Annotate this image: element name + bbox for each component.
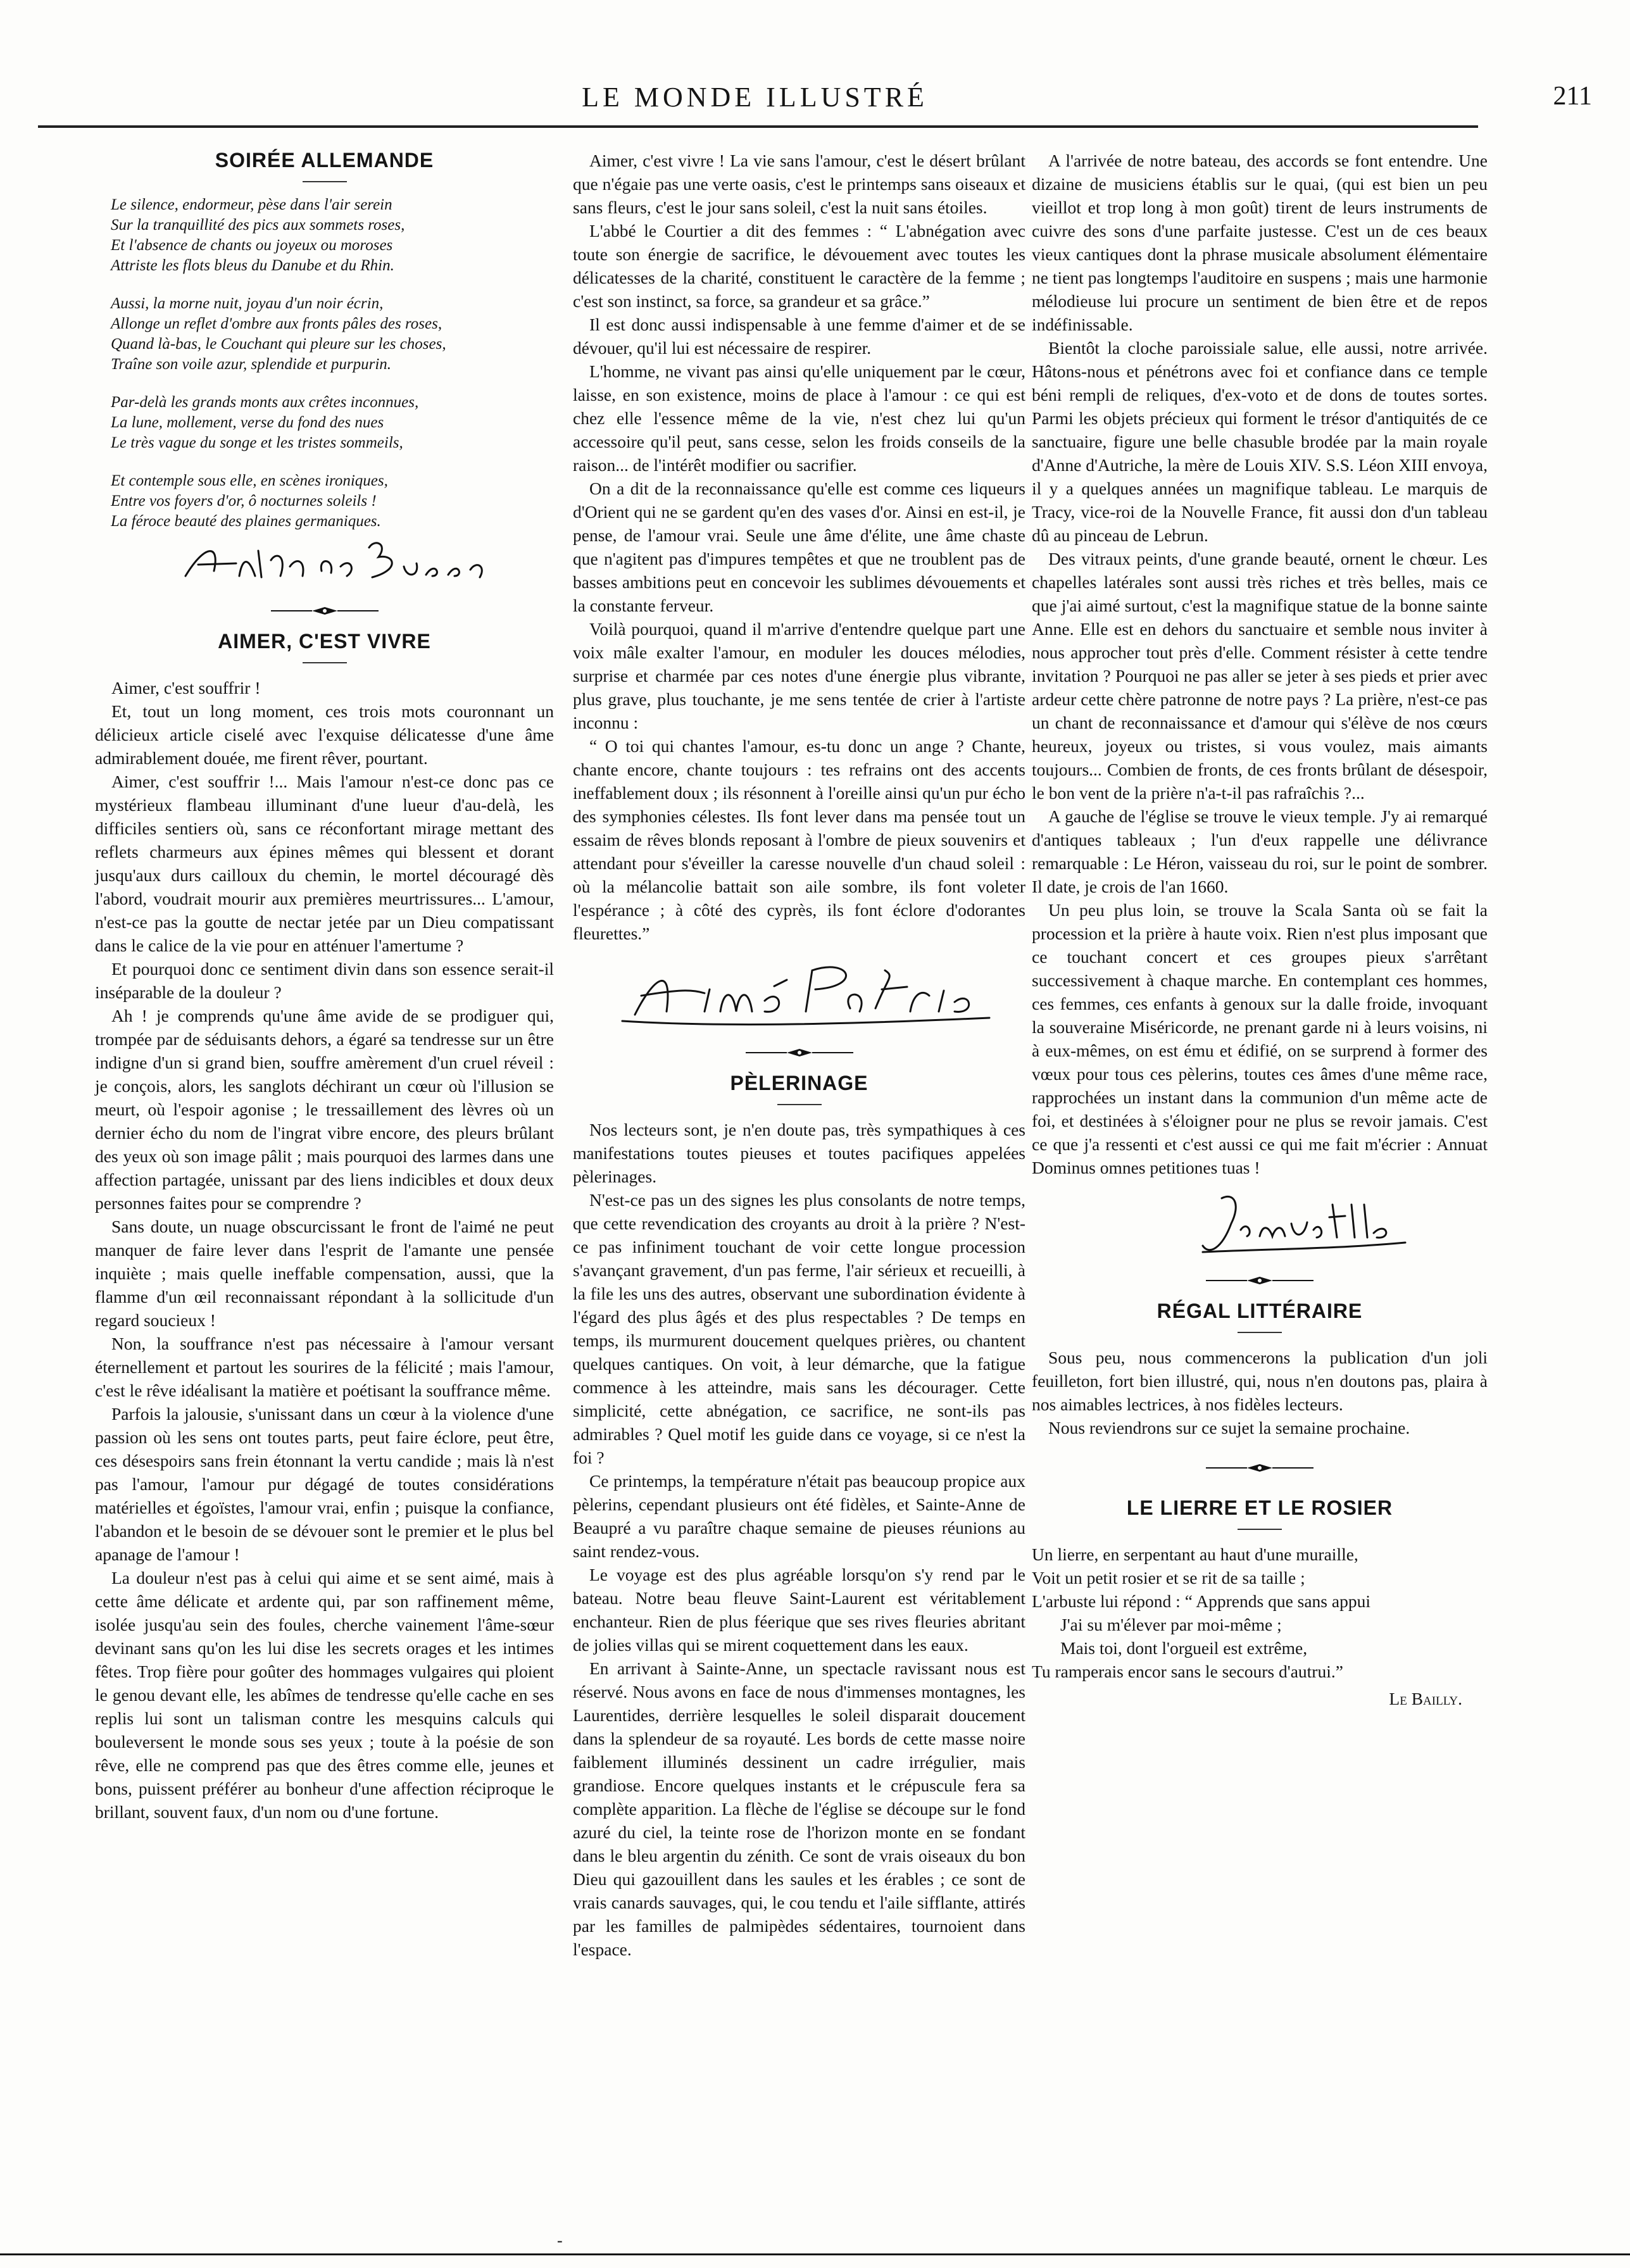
regal-title: RÉGAL LITTÉRAIRE — [1157, 1300, 1363, 1322]
ornament-divider — [573, 1046, 1025, 1059]
poem-line: La féroce beauté des plaines germaniques. — [111, 513, 381, 530]
poem-line: Allonge un reflet d'ombre aux fronts pâles des roses, — [111, 315, 442, 332]
paragraph: Parfois la jalousie, s'unissant dans un cœur à la violence d'une passion où les sens ont toutes parts, peut faire éclore, peut être, ces désespoirs sans frein étonnant la vertu candide ; mais là n'est pas l'amour, l'amour pur dégagé de toutes considérations matérielles et égoïstes, l'amour vrai, enfin ; puisque la confiance, l'abandon et le besoin de se dévouer sont le premier et le plus bel apanage de l'amour ! — [95, 1404, 554, 1564]
paragraph: Aimer, c'est vivre ! La vie sans l'amour, c'est le désert brûlant que n'égaie pas une verte oasis, c'est le printemps sans oiseaux et sans fleurs, c'est le jour sans soleil, c'est la nuit sans étoiles. — [573, 151, 1025, 217]
handwritten-signature-image — [160, 532, 489, 592]
signature-jeanneville — [1032, 1186, 1488, 1262]
poem-line: Attriste les flots bleus du Danube et du Rhin. — [111, 257, 394, 274]
handwritten-signature-image — [1196, 1186, 1424, 1262]
signature-bussieres — [95, 532, 554, 592]
poem-line: Et contemple sous elle, en scènes ironiques, — [111, 472, 388, 489]
pelerinage-title: PÈLERINAGE — [730, 1072, 868, 1094]
paragraph: Ah ! je comprends qu'une âme avide de se prodiguer qui, trompée par de séduisants dehors, a égaré sa tendresse sur un être indigne d'un si grand bien, souffre amèrement d'un cruel réveil : je conçois, alors, les sanglots déchirant un cœur où l'illusion se meurt, où l'espoir agonise ; le tressaillement des lèvres où un dernier écho du nom de l'ingrat vibre encore, des pleurs brûlant des yeux où son image pâlit ; mais pourquoi des larmes dans une affection partagée, unissant par des liens indicibles et doux deux personnes faites pour se comprendre ? — [95, 1006, 554, 1213]
paragraph: Un peu plus loin, se trouve la Scala Santa où se fait la procession et la prière à haute voix. Rien n'est plus imposant que ce touchant concert et ces groupes pieux s'arrêtant successivement à chaque marche. En contemplant ces hommes, ces femmes, ces enfants à genoux sur la dalle froide, invoquant la souveraine Miséricorde, ne prenant garde ni à leurs voisins, ni à eux-mêmes, on est ému et édifié, on se surprend à former des vœux pour tous ces pèlerins, toutes ces âmes d'une même race, rapprochées un instant dans la communion d'un même acte de foi, et destinées à s'éloigner pour ne plus se revoir jamais. C'est ce que j'a ressenti et c'est aussi ce qui me fait m'écrier : Annuat Dominus omnes petitiones tuas ! — [1032, 900, 1488, 1177]
paragraph: Voilà pourquoi, quand il m'arrive d'entendre quelque part une voix mâle exalter l'amour, en moduler les douces mélodies, surprise et charmée par ces notes d'une énergie plus vibrante, plus grave, plus touchante, je me sens tentée de crier à l'artiste inconnu : — [573, 619, 1025, 732]
lierre-credit: Le Bailly. — [1389, 1689, 1462, 1708]
bottom-rule — [0, 2253, 1630, 2255]
paragraph: Et, tout un long moment, ces trois mots couronnant un délicieux article ciselé avec l'exquise délicatesse d'une âme admirablement douée, me firent rêver, pourtant. — [95, 701, 554, 768]
title-underline — [1238, 1332, 1282, 1333]
ornament-divider — [1032, 1274, 1488, 1287]
stanza — [111, 294, 554, 375]
soiree-title: SOIRÉE ALLEMANDE — [215, 149, 434, 172]
poem-line: J'ai su m'élever par moi-même ; — [1060, 1615, 1282, 1634]
paragraph: Sans doute, un nuage obscurcissant le front de l'aimé ne peut manquer de faire lever dans l'esprit de l'amante une pensée inquiète ; mais quelle ineffable compensation, aussi, que la flamme d'un œil reconnaissant répondant à la sollicitude d'un regard soucieux ! — [95, 1217, 554, 1330]
poem-line: Aussi, la morne nuit, joyau d'un noir écrin, — [111, 295, 384, 312]
masthead: LE MONDE ILLUSTRÉ — [582, 82, 928, 113]
paragraph: En arrivant à Sainte-Anne, un spectacle ravissant nous est réservé. Nous avons en face de nous d'immenses montagnes, les Laurentides, derrière lesquelles le soleil disparait doucement dans la splendeur de sa royauté. Les bords de cette masse noire faiblement illuminés dessinent un cadre irrégulier, mais grandiose. Encore quelques instants et le crépuscule fera sa complète apparition. La flèche de l'église se découpe sur le fond azuré du ciel, la teinte rose de l'horizon monte en se fondant dans le bleu argentin du zénith. Ce sont de vrais oiseaux du bon Dieu qui gazouillent dans les saules et les érables ; ce sont de vrais canards sauvages, qui, le cou tendu et l'aile sifflante, attirés par les familles de palmipèdes sédentaires, tournoient dans l'espace. — [573, 1658, 1025, 1959]
page-number: 211 — [1553, 82, 1592, 111]
paragraph: Aimer, c'est souffrir !... Mais l'amour n'est-ce donc pas ce mystérieux flambeau illuminant d'une lueur d'au-delà, les difficiles sentiers où, sans ce réconfortant mirage mettant des reflets charmeurs aux épines mêmes qui blessent et dorant jusqu'aux durs cailloux du chemin, le mortel découragé dès l'abord, voudrait mourir aux premières meurtrissures... L'amour, n'est-ce pas la goutte de nectar jetée par un Dieu compatissant dans le calice de la vie pour en atténuer l'amertume ? — [95, 772, 554, 955]
ornament-icon — [743, 1046, 856, 1059]
paragraph: Nos lecteurs sont, je n'en doute pas, très sympathiques à ces manifestations toutes pieuses et toutes pacifiques appelées pèlerinages. — [573, 1120, 1025, 1186]
handwritten-signature-image — [597, 951, 1002, 1034]
poem-line: Et l'absence de chants ou joyeux ou moroses — [111, 237, 393, 254]
ornament-icon — [1203, 1274, 1317, 1287]
paragraph: Sous peu, nous commencerons la publication d'un joli feuilleton, fort bien illustré, qui, nous n'en doutons pas, plaira à nos aimables lectrices, à nos fidèles lecteurs. — [1032, 1348, 1488, 1414]
paragraph: La douleur n'est pas à celui qui aime et se sent aimé, mais à cette âme délicate et ardente qui, par son raffinement même, isolée jusqu'au sein des foules, cherche vainement l'âme-sœur devinant sans qu'on les lui dise les secrets orages et les intimes fêtes. Trop fière pour goûter des hommages vulgaires qui ploient le genou devant elle, les abîmes de tendresse qu'elle cache en ses replis lui sont un talisman contre les mesquins calculs qui bouleversent le monde sous ses yeux ; toute à la poésie de son rêve, elle ne comprend pas que des êtres comme elle, jeunes et bons, puissent préférer au bonheur d'une affection réciproque le brillant, souvent faux, d'un nom ou d'une fortune. — [95, 1568, 554, 1822]
column-left — [95, 149, 554, 1824]
title-underline — [777, 1104, 822, 1105]
paragraph: Aimer, c'est souffrir ! — [111, 678, 261, 698]
poem-line: Quand là-bas, le Couchant qui pleure sur les choses, — [111, 335, 446, 353]
stanza — [111, 471, 554, 532]
paragraph: Des vitraux peints, d'une grande beauté, ornent le chœur. Les chapelles latérales sont aussi très riches et très belles, mais ce que j'ai aimé surtout, c'est la magnifique statue de la bonne sainte Anne. Elle est en dehors du sanctuaire et semble nous inviter à nous approcher tout près d'elle. Comment résister à cette tendre invitation ? Pourquoi ne pas aller se jeter à ses pieds et prier avec ardeur cette chère patronne de notre pays ? La prière, n'est-ce pas un chant de reconnaissance et d'amour qui s'élève de nos cœurs heureux, joyeux ou tristes, si vous voulez, mais aimants toujours... Combien de fronts, de ces fronts brûlant de désespoir, le bon vent de la prière n'a-t-il pas rafraîchis ?... — [1032, 549, 1488, 803]
poem-line: Traîne son voile azur, splendide et purpurin. — [111, 356, 392, 373]
lierre-title: LE LIERRE ET LE ROSIER — [1126, 1496, 1393, 1519]
paragraph: A l'arrivée de notre bateau, des accords se font entendre. Une dizaine de musiciens établis sur le quai, (qui est bien un peu vieillot et trop long à mon goût) tirent de leurs instruments de cuivre des sons d'une parfaite justesse. C'est un de ces beaux vieux cantiques dont la phrase musicale absolument élémentaire ne tient pas longtemps l'auditoire en suspens ; mais une harmonie mélodieuse lui procure un sentiment de bien être et de repos indéfinissable. — [1032, 151, 1488, 334]
poem-line: Sur la tranquillité des pics aux sommets roses, — [111, 216, 405, 234]
poem-line: Le silence, endormeur, pèse dans l'air serein — [111, 196, 392, 213]
poem-line: Un lierre, en serpentant au haut d'une muraille, — [1032, 1544, 1358, 1564]
column-right — [1032, 149, 1488, 1710]
paragraph: Et pourquoi donc ce sentiment divin dans son essence serait-il inséparable de la douleur ? — [95, 959, 554, 1002]
ornament-divider — [1032, 1462, 1488, 1474]
paragraph: On a dit de la reconnaissance qu'elle est comme ces liqueurs d'Orient qui ne se gardent qu'en des vases d'or. Ainsi en est-il, je pense, de l'amour vrai. Seule une âme d'élite, une âme chaste que n'agitent pas d'impures tempêtes et que ne troublent pas de basses ambitions peut en concevoir les sublimes dévouements et la constante ferveur. — [573, 479, 1025, 615]
aimer-title: AIMER, C'EST VIVRE — [218, 630, 431, 653]
ornament-divider — [95, 605, 554, 617]
ornament-icon — [268, 605, 382, 617]
paragraph: Non, la souffrance n'est pas nécessaire à l'amour versant éternellement et partout les sourires de la félicité ; mais l'amour, c'est le rêve idéalisant la matière et poétisant la souffrance même. — [95, 1334, 554, 1400]
paragraph: Il est donc aussi indispensable à une femme d'aimer et de se dévouer, qu'il lui est nécessaire de respirer. — [573, 315, 1025, 358]
signature-patrie — [573, 951, 1025, 1034]
paragraph: L'abbé le Courtier a dit des femmes : “ L'abnégation avec toute son énergie de sacrifice, le dévouement avec toutes les délicatesses de la charité, constituent le caractère de la femme ; c'est son instinct, sa force, sa grandeur et sa grâce.” — [573, 221, 1025, 311]
stanza — [111, 195, 554, 276]
poem-line: Entre vos foyers d'or, ô nocturnes soleils ! — [111, 492, 377, 510]
poem-line: Tu ramperais encor sans le secours d'autrui.” — [1032, 1662, 1343, 1681]
poem-line: Voit un petit rosier et se rit de sa taille ; — [1032, 1568, 1305, 1588]
paragraph: A gauche de l'église se trouve le vieux temple. J'y ai remarqué d'antiques tableaux ; l'un d'eux rappelle une délivrance remarquable : Le Héron, vaisseau du roi, sur le point de sombrer. Il date, je crois de l'an 1660. — [1032, 806, 1488, 896]
ornament-icon — [1203, 1462, 1317, 1474]
poem-line: L'arbuste lui répond : “ Apprends que sans appui — [1032, 1591, 1370, 1611]
paragraph: “ O toi qui chantes l'amour, es-tu donc un ange ? Chante, chante encore, chante toujours : tes refrains ont des accents ineffablement doux ; ils résonnent à l'oreille ainsi qu'un pur écho des symphonies célestes. Ils font lever dans ma pensée tout un essaim de rêves blonds reposant à l'ombre de pieux souvenirs et attendant pour s'éveiller la caresse nouvelle d'un chaud soleil : où la mélancolie battait son aile sombre, ils font voleter l'espérance ; à côté des cyprès, ils font éclore d'odorantes fleurettes.” — [573, 736, 1025, 943]
lierre-poem — [1032, 1543, 1488, 1683]
paragraph: Ce printemps, la température n'était pas beaucoup propice aux pèlerins, cependant plusieurs ont été fidèles, et Sainte-Anne de Beaupré a vu paraître chaque semaine de pieuses réunions au saint rendez-vous. — [573, 1471, 1025, 1561]
poem-line: Par-delà les grands monts aux crêtes inconnues, — [111, 394, 419, 411]
poem-line: Mais toi, dont l'orgueil est extrême, — [1060, 1638, 1308, 1658]
header-rule — [38, 125, 1478, 128]
paragraph: L'homme, ne vivant pas ainsi qu'elle uniquement par le cœur, laisse, en son existence, moins de place à l'amour : ce qui est chez elle l'essence même de la vie, n'est chez lui qu'un accessoire qu'il peut, sans cesse, selon les froids conseils de la raison... de l'intérêt modifier ou sacrifier. — [573, 361, 1025, 475]
footer-mark: - — [557, 2231, 563, 2250]
poem-line: Le très vague du songe et les tristes sommeils, — [111, 434, 403, 451]
page-header — [38, 81, 1592, 119]
paragraph: Le voyage est des plus agréable lorsqu'on s'y rend par le bateau. Notre beau fleuve Saint-Laurent est véritablement enchanteur. Rien de plus féerique que ses rives fleuries abritant de jolies villas qui se mirent coquettement dans les eaux. — [573, 1565, 1025, 1655]
title-underline — [303, 181, 347, 182]
paragraph: Nous reviendrons sur ce sujet la semaine prochaine. — [1048, 1418, 1410, 1438]
stanza — [111, 392, 554, 453]
title-underline — [303, 662, 347, 663]
poem-line: La lune, mollement, verse du fond des nues — [111, 414, 384, 431]
soiree-poem — [111, 195, 554, 532]
paragraph: Bientôt la cloche paroissiale salue, elle aussi, notre arrivée. Hâtons-nous et pénétrons avec foi et confiance dans ce temple béni rempli de reliques, d'ex-voto et de dons de toutes sortes. Parmi les objets précieux qui forment le trésor d'antiquités de ce sanctuaire, figure une belle chasuble brodée par la main royale d'Anne d'Autriche, la mère de Louis XIV. S.S. Léon XIII envoya, il y a quelques années un magnifique tableau. Le marquis de Tracy, vice-roi de la Nouvelle France, fit aussi don d'un tableau dû au pinceau de Lebrun. — [1032, 338, 1488, 545]
column-middle — [573, 149, 1025, 1961]
title-underline — [1238, 1529, 1282, 1530]
paragraph: N'est-ce pas un des signes les plus consolants de notre temps, que cette revendication des croyants au droit à la prière ? N'est-ce pas infiniment touchant de voir cette longue procession s'avançant gravement, d'un pas ferme, l'air sérieux et recueilli, à la file les uns des autres, observant une subordination évidente à l'égard des plus âgés et des plus respectables ? De temps en temps, ils murmurent doucement quelques prières, ou chantent quelques cantiques. On voit, à leur démarche, que la fatigue commence à les atteindre, mais sans les décourager. Cette simplicité, cette abnégation, ce sacrifice, ne sont-ils pas admirables ? Quel motif les guide dans ce voyage, si ce n'est la foi ? — [573, 1190, 1025, 1467]
